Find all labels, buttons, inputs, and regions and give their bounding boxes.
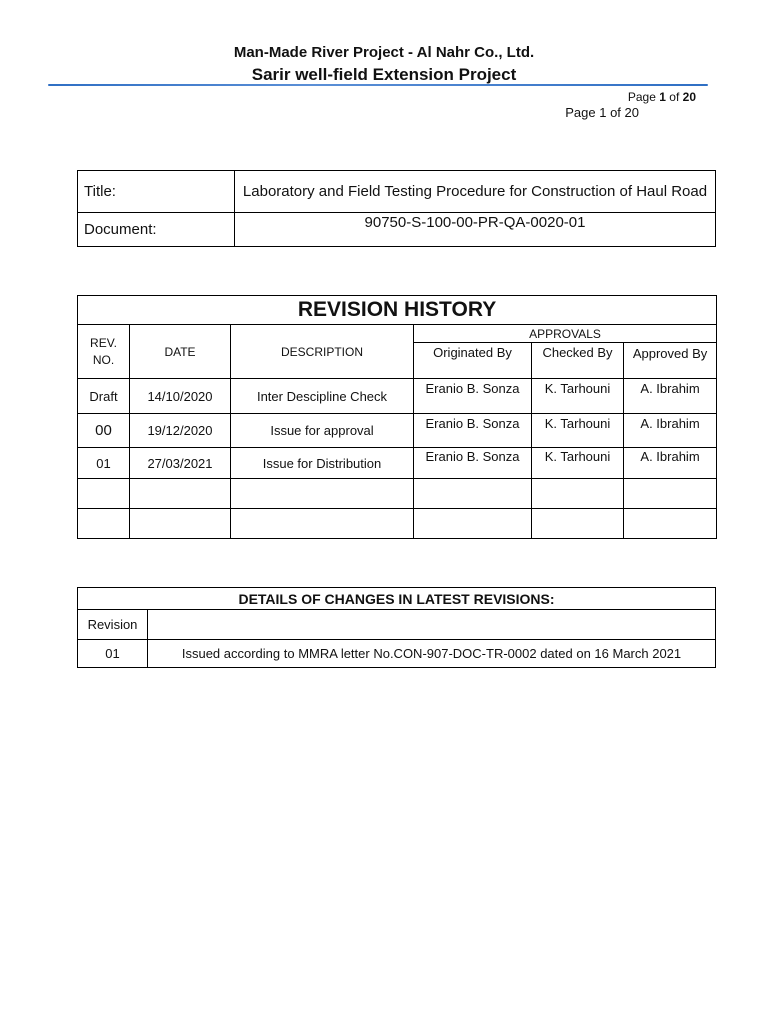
project-name: Sarir well-field Extension Project — [251, 65, 517, 84]
description-cell: Issue for Distribution — [231, 448, 414, 479]
table-row-empty — [78, 509, 717, 539]
changes-table — [77, 587, 716, 668]
changes-heading: DETAILS OF CHANGES IN LATEST REVISIONS: — [78, 588, 716, 610]
page-total: 20 — [682, 90, 696, 104]
checked-cell: K. Tarhouni — [532, 448, 624, 479]
table-row — [78, 414, 717, 448]
col-date: DATE — [130, 325, 231, 379]
page-indicator-primary — [560, 90, 696, 104]
col-approved-by: Approved By — [624, 343, 717, 379]
rev-cell: Draft — [78, 379, 130, 414]
page-current: 1 — [659, 90, 666, 104]
title-label: Title: — [78, 171, 235, 213]
page-of: of — [669, 90, 680, 104]
page-prefix: Page — [627, 90, 656, 104]
col-originated-by: Originated By — [414, 343, 532, 379]
col-revision: Revision — [78, 610, 148, 640]
date-cell: 19/12/2020 — [130, 414, 231, 448]
title-table — [77, 170, 716, 247]
rev-cell: 00 — [78, 414, 130, 448]
originated-cell: Eranio B. Sonza — [414, 414, 532, 448]
rev-cell: 01 — [78, 448, 130, 479]
approved-cell: A. Ibrahim — [624, 414, 717, 448]
checked-cell: K. Tarhouni — [532, 414, 624, 448]
title-value: Laboratory and Field Testing Procedure for Construction of Haul Road — [235, 171, 716, 213]
header-rule — [48, 84, 708, 86]
originated-cell: Eranio B. Sonza — [414, 379, 532, 414]
table-row-empty — [78, 479, 717, 509]
company-name: Man-Made River Project - Al Nahr Co., Ltd. — [233, 44, 535, 61]
revision-history-table — [77, 295, 717, 539]
table-row — [78, 448, 717, 479]
col-approvals: APPROVALS — [414, 325, 717, 343]
col-rev-no: REV. NO. — [78, 325, 130, 379]
date-cell: 14/10/2020 — [130, 379, 231, 414]
table-row — [78, 640, 716, 668]
col-description: DESCRIPTION — [231, 325, 414, 379]
revision-cell: 01 — [78, 640, 148, 668]
approved-cell: A. Ibrahim — [624, 379, 717, 414]
description-cell: Issue for approval — [231, 414, 414, 448]
description-cell: Inter Descipline Check — [231, 379, 414, 414]
page-indicator-secondary: Page 1 of 20 — [565, 105, 639, 120]
originated-cell: Eranio B. Sonza — [414, 448, 532, 479]
table-row — [78, 379, 717, 414]
change-detail-cell: Issued according to MMRA letter No.CON-907-DOC-TR-0002 dated on 16 March 2021 — [148, 640, 716, 668]
revision-history-heading: REVISION HISTORY — [78, 296, 717, 325]
document-value: 90750-S-100-00-PR-QA-0020-01 — [235, 213, 716, 247]
date-cell: 27/03/2021 — [130, 448, 231, 479]
checked-cell: K. Tarhouni — [532, 379, 624, 414]
document-label: Document: — [78, 213, 235, 247]
col-checked-by: Checked By — [532, 343, 624, 379]
approved-cell: A. Ibrahim — [624, 448, 717, 479]
